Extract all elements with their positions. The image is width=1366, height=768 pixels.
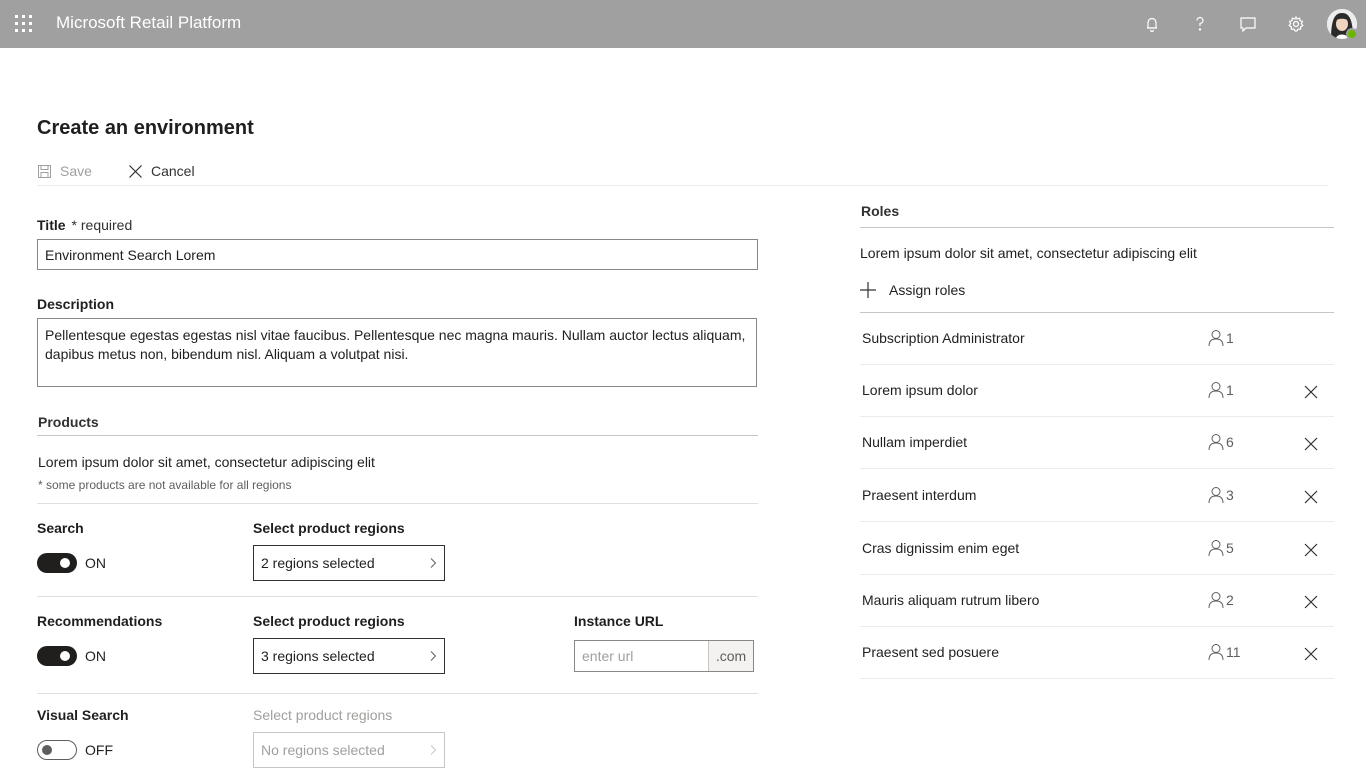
role-member-count [1208, 538, 1234, 558]
role-member-count [1208, 432, 1234, 452]
visual-search-regions-picker[interactable] [253, 732, 445, 768]
regions-label-search: Select product regions [253, 520, 405, 536]
recommendations-toggle[interactable] [37, 646, 77, 666]
remove-role-button[interactable] [1304, 647, 1318, 661]
roles-description: Lorem ipsum dolor sit amet, consectetur adipiscing elit [860, 245, 1197, 261]
title-label: Title * required [37, 217, 133, 233]
chevron-right-icon [429, 557, 437, 569]
role-name: Praesent sed posuere [862, 644, 999, 660]
bell-icon[interactable] [1140, 12, 1164, 36]
close-icon [1304, 437, 1318, 451]
remove-role-button[interactable] [1304, 543, 1318, 557]
cancel-label: Cancel [151, 163, 195, 179]
assign-roles-button[interactable] [859, 281, 965, 299]
close-icon [1304, 385, 1318, 399]
role-name: Praesent interdum [862, 487, 977, 503]
person-icon [1208, 433, 1224, 451]
remove-role-button[interactable] [1304, 385, 1318, 399]
description-label: Description [37, 296, 115, 312]
close-icon [1304, 490, 1318, 504]
chevron-right-icon [429, 650, 437, 662]
role-row [860, 417, 1334, 469]
person-icon [1208, 643, 1224, 661]
search-regions-value: 2 regions selected [261, 555, 375, 571]
role-member-count [1208, 485, 1234, 505]
roles-heading: Roles [861, 203, 900, 219]
product-row-divider [37, 596, 758, 597]
role-name: Subscription Administrator [862, 330, 1025, 346]
gear-icon[interactable] [1284, 12, 1308, 36]
remove-role-button[interactable] [1304, 490, 1318, 504]
url-suffix: .com [708, 641, 753, 671]
description-input[interactable]: Pellentesque egestas egestas nisl vitae faucibus. Pellentesque nec magna mauris. Nullam auctor lectus aliquam, dapibus metus non, bibendum nisl. Aliquam a volutpat nisi. [37, 318, 757, 387]
top-bar [0, 0, 1366, 48]
save-button[interactable] [37, 161, 92, 181]
instance-url-field [574, 640, 754, 672]
role-count-value: 2 [1226, 592, 1234, 608]
products-note: * some products are not available for all regions [38, 478, 292, 492]
role-row [860, 470, 1334, 522]
save-label: Save [60, 163, 92, 179]
regions-label-visual-search: Select product regions [253, 707, 393, 723]
plus-icon [859, 281, 877, 299]
role-row [860, 365, 1334, 417]
required-indicator: * required [71, 217, 133, 233]
waffle-icon[interactable] [15, 15, 32, 32]
help-icon[interactable] [1188, 12, 1212, 36]
role-member-count [1208, 328, 1234, 348]
regions-label-recommendations: Select product regions [253, 613, 405, 629]
cancel-button[interactable] [128, 161, 195, 181]
close-icon [128, 164, 143, 179]
roles-divider [860, 227, 1334, 228]
save-icon [37, 164, 52, 179]
app-title: Microsoft Retail Platform [56, 13, 242, 32]
role-count-value: 11 [1226, 644, 1241, 660]
chat-icon[interactable] [1236, 12, 1260, 36]
close-icon [1304, 647, 1318, 661]
close-icon [1304, 543, 1318, 557]
product-name-visual-search: Visual Search [37, 707, 129, 723]
person-icon [1208, 539, 1224, 557]
person-icon [1208, 591, 1224, 609]
visual-search-toggle-state: OFF [85, 742, 113, 758]
role-member-count [1208, 380, 1234, 400]
role-row [860, 313, 1334, 365]
role-count-value: 1 [1226, 382, 1234, 398]
role-row [860, 523, 1334, 575]
command-bar-divider [37, 185, 1328, 186]
search-toggle[interactable] [37, 553, 77, 573]
remove-role-button[interactable] [1304, 437, 1318, 451]
products-description: Lorem ipsum dolor sit amet, consectetur adipiscing elit [38, 454, 375, 470]
role-count-value: 1 [1226, 330, 1234, 346]
role-name: Cras dignissim enim eget [862, 540, 1020, 556]
remove-role-button[interactable] [1304, 595, 1318, 609]
role-row [860, 575, 1334, 627]
role-row [860, 627, 1334, 679]
role-member-count [1208, 590, 1234, 610]
search-toggle-state: ON [85, 555, 106, 571]
products-divider [37, 435, 758, 436]
products-list-divider [37, 503, 758, 504]
role-name: Lorem ipsum dolor [862, 382, 978, 398]
instance-url-input[interactable] [575, 641, 708, 671]
title-input[interactable]: Environment Search Lorem [37, 239, 758, 270]
role-name: Nullam imperdiet [862, 434, 968, 450]
close-icon [1304, 595, 1318, 609]
role-count-value: 5 [1226, 540, 1234, 556]
presence-status-icon [1346, 28, 1358, 40]
recommendations-regions-value: 3 regions selected [261, 648, 375, 664]
role-count-value: 3 [1226, 487, 1234, 503]
recommendations-toggle-state: ON [85, 648, 106, 664]
search-regions-picker[interactable] [253, 545, 445, 581]
person-icon [1208, 486, 1224, 504]
products-heading: Products [38, 414, 99, 430]
chevron-right-icon [429, 744, 437, 756]
visual-search-regions-value: No regions selected [261, 742, 385, 758]
instance-url-label: Instance URL [574, 613, 664, 629]
person-icon [1208, 329, 1224, 347]
role-member-count [1208, 642, 1241, 662]
person-icon [1208, 381, 1224, 399]
assign-roles-label: Assign roles [889, 282, 966, 298]
recommendations-regions-picker[interactable] [253, 638, 445, 674]
product-name-search: Search [37, 520, 84, 536]
product-row-divider [37, 693, 758, 694]
product-name-recommendations: Recommendations [37, 613, 163, 629]
role-name: Mauris aliquam rutrum libero [862, 592, 1040, 608]
role-count-value: 6 [1226, 434, 1234, 450]
visual-search-toggle[interactable] [37, 740, 77, 760]
page-title: Create an environment [37, 117, 254, 139]
